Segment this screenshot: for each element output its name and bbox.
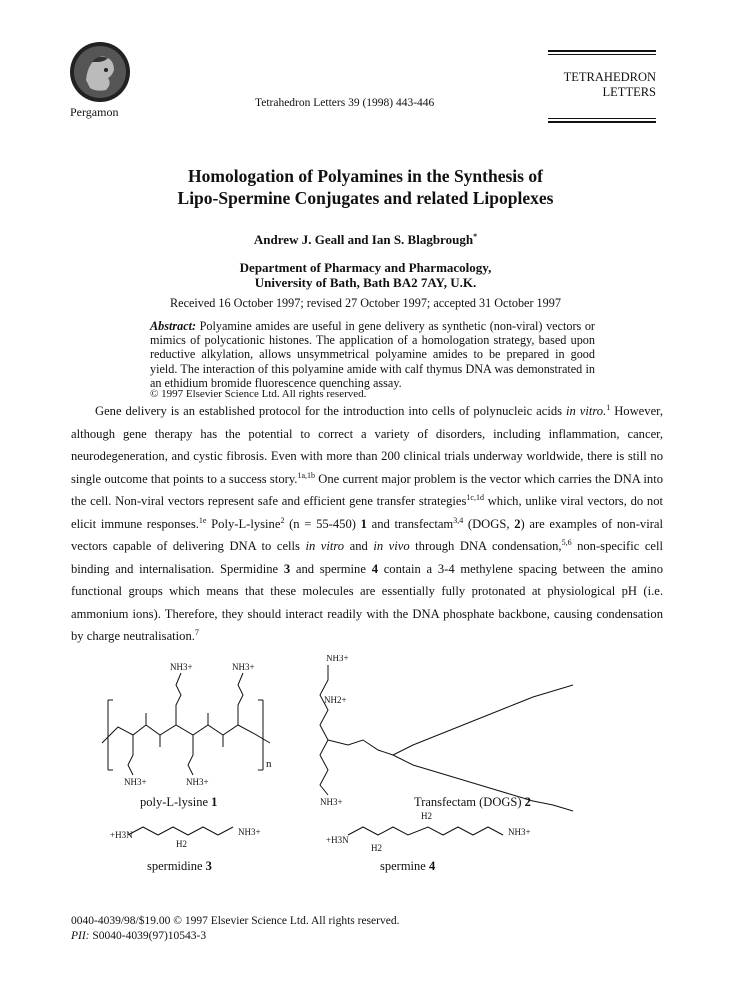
- amine-label: NH3+: [238, 827, 261, 837]
- lysine-backbone: [102, 725, 270, 743]
- abstract-label: Abstract:: [150, 319, 197, 333]
- amine-label: NH2+: [324, 695, 347, 705]
- text-run: Gene delivery is an established protocol for the introduction into cells of polynucleic acids: [95, 404, 566, 418]
- citation-ref: 3,4: [453, 515, 464, 525]
- compound-ref: 2: [514, 516, 521, 531]
- amine-label: NH3+: [124, 777, 147, 787]
- compound-number: 2: [524, 795, 531, 809]
- corresponding-mark: *: [473, 232, 478, 241]
- amine-label: H2: [176, 839, 187, 849]
- chemical-structures-figure: [88, 655, 668, 855]
- compound-4-label: [380, 859, 435, 874]
- spermine-chain: [348, 827, 503, 835]
- compound-1-label: [140, 795, 217, 810]
- abstract-copyright: © 1997 Elsevier Science Ltd. All rights reserved.: [150, 388, 367, 400]
- compound-ref: 4: [371, 561, 378, 576]
- bracket-right: [258, 700, 263, 770]
- text-run: (DOGS,: [463, 516, 515, 531]
- amine-label: NH3+: [170, 662, 193, 672]
- citation-ref: 1e: [198, 515, 207, 525]
- pii-value: S0040-4039(97)10543-3: [89, 930, 207, 942]
- text-run: One current major problem is the vector which carries the DNA into the cell. Non-viral vectors represent safe and efficient gene transfer strategies: [71, 471, 663, 508]
- amine-label: H2: [371, 843, 382, 853]
- compound-name: spermidine: [147, 859, 203, 873]
- publisher-name: Pergamon: [70, 105, 119, 119]
- journal-citation: Tetrahedron Letters 39 (1998) 443-446: [255, 97, 435, 109]
- affiliation: [0, 260, 731, 290]
- compound-number: 3: [205, 859, 212, 873]
- amine-label: NH3+: [320, 797, 343, 807]
- dogs-linker: [328, 740, 393, 755]
- article-title: [0, 165, 731, 209]
- received-dates: Received 16 October 1997; revised 27 October 1997; accepted 31 October 1997: [170, 296, 561, 310]
- compound-ref: 1: [360, 516, 367, 531]
- compound-name: Transfectam (DOGS): [414, 795, 522, 809]
- compound-3-label: [147, 859, 212, 874]
- publisher-logo: [68, 40, 132, 104]
- body-text: [71, 400, 663, 648]
- amine-label: H2: [421, 811, 432, 821]
- amine-label: NH3+: [232, 662, 255, 672]
- amine-label: +H3N: [110, 830, 133, 840]
- amine-label: NH3+: [508, 827, 531, 837]
- dogs-chain: [320, 665, 328, 795]
- footer-pii: [71, 929, 399, 944]
- authors: [0, 232, 731, 248]
- lysine-sidechain: [188, 735, 193, 775]
- footer-issn: 0040-4039/98/$19.00 © 1997 Elsevier Science Ltd. All rights reserved.: [71, 915, 400, 927]
- title-line: Lipo-Spermine Conjugates and related Lipoplexes: [177, 188, 554, 208]
- compound-name: spermine: [380, 859, 426, 873]
- abstract: [150, 319, 595, 390]
- amine-label: NH3+: [326, 655, 349, 663]
- text-run: non-specific cell binding and internalisation. Spermidine: [71, 539, 664, 576]
- author-names: Andrew J. Geall and Ian S. Blagbrough: [253, 232, 474, 247]
- text-run: and: [344, 539, 374, 553]
- citation-ref: 7: [194, 628, 199, 637]
- text-run: in vitro: [305, 539, 345, 553]
- journal-box: [548, 50, 656, 123]
- footer: [71, 914, 399, 944]
- text-run: in vitro.: [566, 404, 607, 418]
- compound-number: 4: [428, 859, 436, 873]
- text-run: and transfectam: [366, 516, 454, 531]
- text-run: in vivo: [373, 539, 410, 553]
- journal-name-line1: TETRAHEDRON: [563, 70, 656, 84]
- rule: [548, 121, 656, 123]
- journal-name-line2: LETTERS: [602, 85, 656, 99]
- text-run: (n = 55-450): [284, 516, 361, 531]
- text-run: However, although gene therapy has the potential to correct a variety of disorders, including inflammation, cancer, neurodegeneration, and cystic fibrosis. Even with more than 200 clinical trials underway worldwide, there is still no single outcome that points to a success story.: [71, 404, 664, 486]
- title-line: Homologation of Polyamines in the Synthesis of: [188, 166, 543, 186]
- citation-ref: 5,6: [561, 538, 572, 547]
- text-run: ) are examples of non-viral vectors capable of delivering DNA to cells: [71, 516, 663, 553]
- repeat-n: n: [266, 758, 272, 770]
- rule: [548, 118, 656, 119]
- lipid-chain: [393, 685, 573, 755]
- text-run: which, unlike viral vectors, do not elicit immune responses.: [71, 494, 663, 531]
- affiliation-line: Department of Pharmacy and Pharmacology,: [239, 260, 492, 275]
- lysine-sidechain: [176, 673, 181, 725]
- citation-ref: 1c,1d: [466, 493, 484, 502]
- text-run: through DNA condensation,: [409, 539, 562, 553]
- compound-name: poly-L-lysine: [140, 795, 209, 809]
- paragraph: [71, 400, 663, 648]
- amine-label: +H3N: [326, 835, 349, 845]
- text-run: and spermine: [290, 561, 372, 576]
- text-run: contain a 3-4 methylene spacing between the amino functional groups which means that these molecules are essentially fully protonated at physiological pH (i.e. ammonium ions). Therefore, they should interact readily with the DNA phosphate backbone, causing condensation by charge neutralisation.: [71, 561, 664, 643]
- pii-label: PII:: [71, 930, 90, 942]
- spermidine-chain: [128, 827, 233, 835]
- compound-ref: 3: [283, 561, 291, 576]
- compound-2-label: [414, 795, 531, 810]
- citation-ref: 1a,1b: [297, 470, 316, 480]
- rule: [548, 54, 656, 55]
- abstract-text: Polyamine amides are useful in gene delivery as synthetic (non-viral) vectors or mimics of polycationic histones. The application of a homologation strategy, based upon reductive alkylation, allows unsymmetrical polyamine amides to be prepared in good yield. The interaction of this polyamine amide with calf thymus DNA was demonstrated in an ethidium bromide fluorescence quenching assay.: [150, 319, 595, 390]
- lysine-sidechain: [238, 673, 243, 725]
- compound-number: 1: [211, 795, 218, 809]
- rule: [548, 50, 656, 52]
- amine-label: NH3+: [186, 777, 209, 787]
- affiliation-line: University of Bath, Bath BA2 7AY, U.K.: [254, 275, 477, 290]
- citation-ref: 1: [606, 403, 611, 412]
- citation-ref: 2: [280, 515, 285, 525]
- text-run: Poly-L-lysine: [206, 516, 281, 531]
- lysine-sidechain: [128, 735, 133, 775]
